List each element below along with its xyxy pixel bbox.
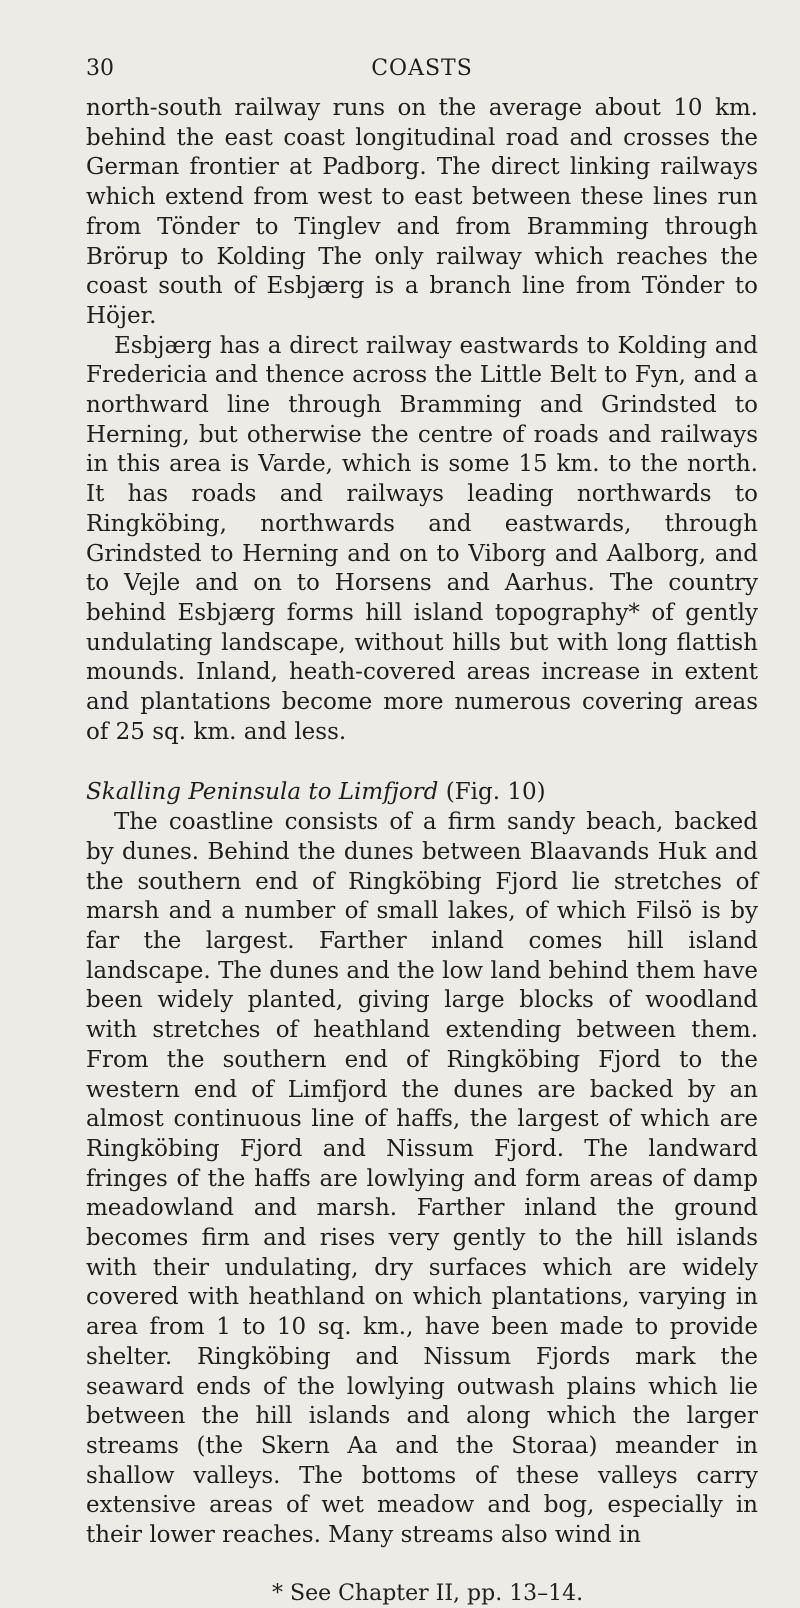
page-number: 30 xyxy=(86,56,114,81)
body-text xyxy=(86,94,758,1551)
section-heading xyxy=(86,778,758,808)
paragraph-continued: north-south railway runs on the average about 10 km. behind the east coast longitudinal road and crosses the German frontier at Padborg. The direct linking railways which extend from west to east between these lines run from Tönder to Tinglev and from Bramming through Brörup to Kolding The only railway which reaches the coast south of Esbjærg is a branch line from Tönder to Höjer. xyxy=(86,95,758,329)
section-heading-title: Skalling Peninsula to Limfjord xyxy=(86,779,439,806)
footnote: * See Chapter II, pp. 13–14. xyxy=(272,1580,584,1606)
running-title: COASTS xyxy=(371,56,473,81)
section-heading-figure-ref: (Fig. 10) xyxy=(445,779,546,806)
paragraph-coastline: The coastline consists of a firm sandy beach, backed by dunes. Behind the dunes between Blaavands Huk and the southern end of Ringköbing Fjord lie stretches of marsh and a number of small lakes, of which Filsö is by far the largest. Farther inland comes hill island landscape. The dunes and the low land behind them have been widely planted, giving large blocks of woodland with stretches of heathland extending between them. From the southern end of Ringköbing Fjord to the western end of Limfjord the dunes are backed by an almost continuous line of haffs, the largest of which are Ringköbing Fjord and Nissum Fjord. The landward fringes of the haffs are lowlying and form areas of damp meadowland and marsh. Farther inland the ground becomes firm and rises very gently to the hill islands with their undulating, dry surfaces which are widely covered with heathland on which plantations, varying in area from 1 to 10 sq. km., have been made to provide shelter. Ringköbing and Nissum Fjords mark the seaward ends of the lowlying outwash plains which lie between the hill islands and along which the larger streams (the Skern Aa and the Storaa) meander in shallow valleys. The bottoms of these valleys carry extensive areas of wet meadow and bog, especially in their lower reaches. Many streams also wind in xyxy=(86,809,758,1549)
running-head xyxy=(86,52,758,86)
paragraph-esbjaerg: Esbjærg has a direct railway eastwards to Kolding and Fredericia and thence across the Little Belt to Fyn, and a northward line through Bramming and Grindsted to Herning, but otherwise the centre of roads and railways in this area is Varde, which is some 15 km. to the north. It has roads and railways leading northwards to Ringköbing, northwards and eastwards, through Grindsted to Herning and on to Viborg and Aalborg, and to Vejle and on to Horsens and Aarhus. The country behind Esbjærg forms hill island topography* of gently undulating landscape, without hills but with long flattish mounds. Inland, heath-covered areas increase in extent and plantations become more numerous covering areas of 25 sq. km. and less. xyxy=(86,332,758,745)
